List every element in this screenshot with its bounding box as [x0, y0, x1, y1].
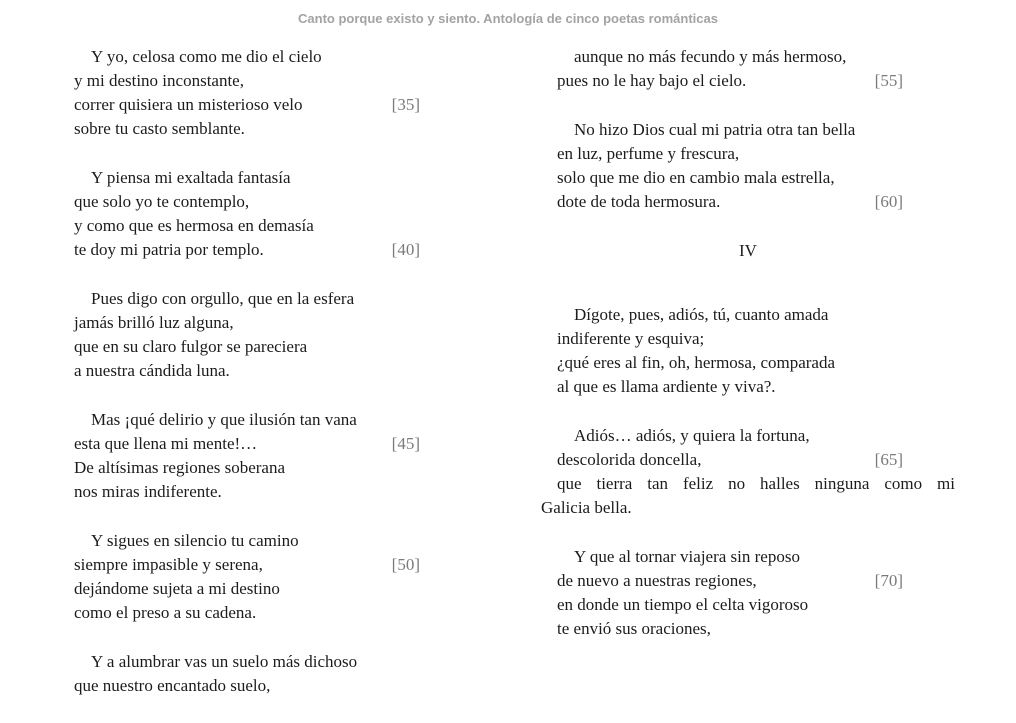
section-heading: IV [739, 241, 757, 260]
left-poem-column [74, 45, 424, 723]
poem-stanza [541, 424, 955, 520]
poem-line [74, 117, 424, 141]
poem-stanza [541, 45, 955, 93]
poem-line [541, 424, 955, 448]
poem-line [541, 69, 955, 93]
poem-line-text: Adiós… adiós, y quiera la fortuna, [574, 426, 810, 445]
poem-line-text: De altísimas regiones soberana [74, 458, 286, 477]
poem-line-text: en luz, perfume y frescura, [557, 144, 740, 163]
poem-line [74, 529, 424, 553]
poem-line-text: y mi destino inconstante, [74, 71, 244, 90]
poem-line [541, 448, 955, 472]
verse-number: [45] [391, 434, 420, 453]
poem-line-text: te doy mi patria por templo. [74, 240, 264, 259]
poem-line-text: ¿qué eres al fin, oh, hermosa, comparada [557, 353, 836, 372]
poem-line-text: dejándome sujeta a mi destino [74, 579, 280, 598]
poem-line [74, 190, 424, 214]
poem-line [541, 327, 955, 351]
poem-line-text: te envió sus oraciones, [557, 619, 711, 638]
poem-stanza [74, 45, 424, 141]
poem-line-text: como el preso a su cadena. [74, 603, 257, 622]
poem-line-text: Y yo, celosa como me dio el cielo [91, 47, 322, 66]
poem-line-text: a nuestra cándida luna. [74, 361, 230, 380]
poem-stanza [541, 545, 955, 641]
poem-line-text: Y que al tornar viajera sin reposo [574, 547, 800, 566]
verse-number: [35] [391, 95, 420, 114]
poem-line [74, 287, 424, 311]
poem-line [74, 553, 424, 577]
poem-line [74, 432, 424, 456]
poem-line-text: pues no le hay bajo el cielo. [557, 71, 747, 90]
poem-line-text: y como que es hermosa en demasía [74, 216, 314, 235]
poem-line-text: que nuestro encantado suelo, [74, 676, 271, 695]
poem-line [74, 45, 424, 69]
poem-stanza [74, 166, 424, 262]
poem-line [74, 650, 424, 674]
poem-line [74, 93, 424, 117]
poem-stanza [74, 529, 424, 625]
poem-line [74, 214, 424, 238]
poem-line [74, 311, 424, 335]
poem-line [541, 45, 955, 69]
poem-line [74, 577, 424, 601]
poem-line-text: Y sigues en silencio tu camino [91, 531, 299, 550]
poem-line [74, 335, 424, 359]
poem-line-text: al que es llama ardiente y viva?. [557, 377, 776, 396]
poem-line [541, 351, 955, 375]
poem-line-text: de nuevo a nuestras regiones, [557, 571, 757, 590]
poem-stanza [541, 303, 955, 399]
poem-line-text: No hizo Dios cual mi patria otra tan bella [574, 120, 856, 139]
poem-line-text: correr quisiera un misterioso velo [74, 95, 303, 114]
poem-line [541, 569, 955, 593]
poem-line [541, 375, 955, 399]
poem-line [74, 456, 424, 480]
verse-number: [60] [874, 192, 903, 211]
poem-line [74, 408, 424, 432]
poem-line [541, 472, 955, 496]
poem-stanza [74, 408, 424, 504]
poem-line-text: esta que llena mi mente!… [74, 434, 258, 453]
poem-line [74, 480, 424, 504]
poem-line [74, 69, 424, 93]
poem-line-text: en donde un tiempo el celta vigoroso [557, 595, 809, 614]
poem-line-text: Dígote, pues, adiós, tú, cuanto amada [574, 305, 829, 324]
poem-line-text: Y piensa mi exaltada fantasía [91, 168, 291, 187]
poem-line-text: indiferente y esquiva; [557, 329, 705, 348]
poem-line [541, 190, 955, 214]
poem-line-text: aunque no más fecundo y más hermoso, [574, 47, 847, 66]
poem-stanza [74, 287, 424, 383]
poem-line-text: siempre impasible y serena, [74, 555, 263, 574]
verse-number: [40] [391, 240, 420, 259]
poem-line-text: Mas ¡qué delirio y que ilusión tan vana [91, 410, 357, 429]
poem-line [541, 166, 955, 190]
verse-number: [50] [391, 555, 420, 574]
poem-line [74, 359, 424, 383]
poem-line-text: Galicia bella. [541, 498, 632, 517]
verse-number: [65] [874, 450, 903, 469]
poem-line-text: que tierra tan feliz no halles ninguna como mi [557, 474, 955, 493]
poem-line [74, 238, 424, 262]
poem-line-text: jamás brilló luz alguna, [74, 313, 234, 332]
poem-line-text: Y a alumbrar vas un suelo más dichoso [91, 652, 358, 671]
verse-number: [55] [874, 71, 903, 90]
poem-line-text: solo que me dio en cambio mala estrella, [557, 168, 835, 187]
poem-stanza [74, 650, 424, 698]
poem-line-text: que en su claro fulgor se pareciera [74, 337, 308, 356]
poem-line-text: que solo yo te contemplo, [74, 192, 250, 211]
poem-line [541, 118, 955, 142]
poem-line [541, 593, 955, 617]
poem-line-text: nos miras indiferente. [74, 482, 222, 501]
verse-number: [70] [874, 571, 903, 590]
book-title-header: Canto porque existo y siento. Antología de cinco poetas románticas [298, 11, 718, 26]
poem-line-text: Pues digo con orgullo, que en la esfera [91, 289, 355, 308]
poem-line-text: descolorida doncella, [557, 450, 702, 469]
poem-line [541, 303, 955, 327]
poem-stanza [541, 118, 955, 214]
poem-line [541, 545, 955, 569]
poem-line [541, 496, 955, 520]
poem-line [74, 601, 424, 625]
poem-line [74, 674, 424, 698]
poem-line [541, 142, 955, 166]
poem-line-text: sobre tu casto semblante. [74, 119, 245, 138]
poem-line [74, 166, 424, 190]
poem-line [541, 617, 955, 641]
right-poem-column [541, 45, 955, 666]
poem-line-text: dote de toda hermosura. [557, 192, 721, 211]
